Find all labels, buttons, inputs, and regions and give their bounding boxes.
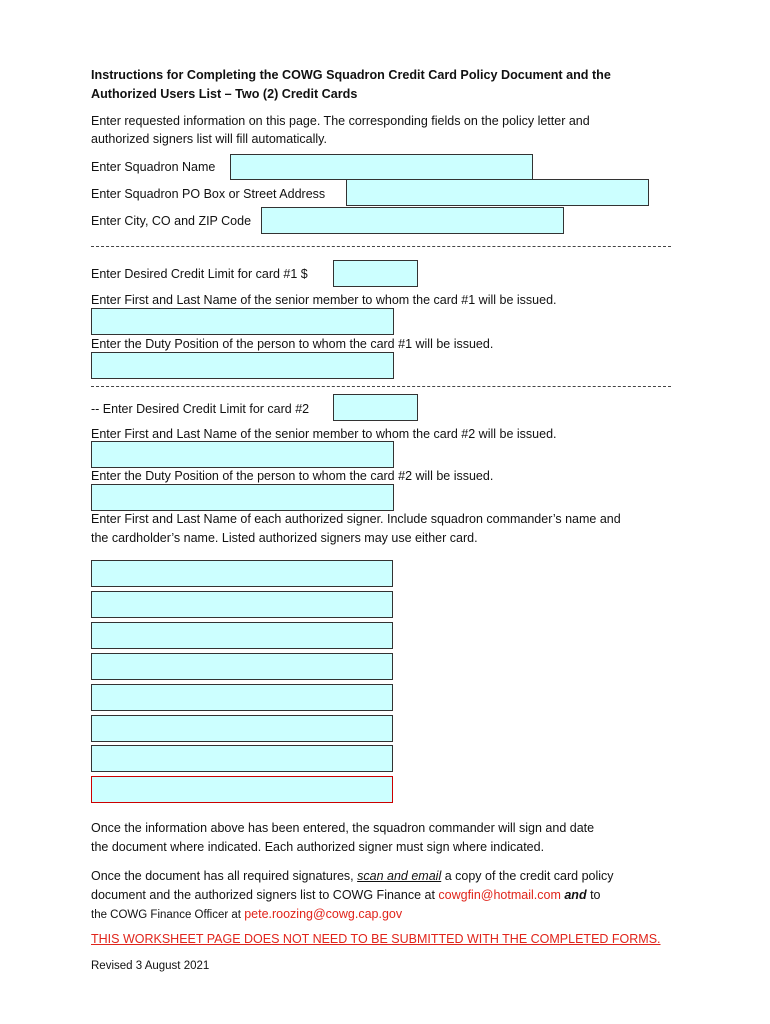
divider-2 xyxy=(91,386,671,387)
card1-limit-field[interactable] xyxy=(333,260,418,287)
closing2-line-2 xyxy=(91,887,601,903)
signers-instruction-line-1: Enter First and Last Name of each authorized signer. Include squadron commander’s name and xyxy=(91,512,621,526)
signer-field-7[interactable] xyxy=(91,745,393,772)
card2-name-label: Enter First and Last Name of the senior member to whom the card #2 will be issued. xyxy=(91,427,557,441)
and-text: and xyxy=(564,888,587,902)
signers-instruction-line-2: the cardholder’s name. Listed authorized signers may use either card. xyxy=(91,531,478,545)
card1-limit-label: Enter Desired Credit Limit for card #1 $ xyxy=(91,267,308,281)
closing2-pre: Once the document has all required signatures, xyxy=(91,869,358,883)
signer-field-6[interactable] xyxy=(91,715,393,742)
city-field[interactable] xyxy=(261,207,564,234)
intro-line-1: Enter requested information on this page. The corresponding fields on the policy letter and xyxy=(91,114,590,128)
signer-field-2[interactable] xyxy=(91,591,393,618)
card1-name-field[interactable] xyxy=(91,308,394,335)
card2-duty-label: Enter the Duty Position of the person to whom the card #2 will be issued. xyxy=(91,469,494,483)
card2-limit-label: -- Enter Desired Credit Limit for card #2 xyxy=(91,402,310,416)
signer-field-4[interactable] xyxy=(91,653,393,680)
card1-name-label: Enter First and Last Name of the senior member to whom the card #1 will be issued. xyxy=(91,293,557,307)
card2-duty-field[interactable] xyxy=(91,484,394,511)
city-label: Enter City, CO and ZIP Code xyxy=(91,214,252,228)
title-line-2: Authorized Users List – Two (2) Credit Cards xyxy=(91,87,358,101)
address-label: Enter Squadron PO Box or Street Address xyxy=(91,187,326,201)
signer-field-3[interactable] xyxy=(91,622,393,649)
squadron-name-label: Enter Squadron Name xyxy=(91,160,216,174)
signer-field-1[interactable] xyxy=(91,560,393,587)
finance-email-link[interactable]: cowgfin@hotmail.com xyxy=(438,888,561,902)
closing2-line2-post: to xyxy=(586,888,601,902)
divider-1 xyxy=(91,246,671,247)
closing2-mid: a copy of the credit card policy xyxy=(441,869,614,883)
title-line-1: Instructions for Completing the COWG Squadron Credit Card Policy Document and the xyxy=(91,68,611,82)
closing1-line-1: Once the information above has been entered, the squadron commander will sign and date xyxy=(91,821,595,835)
revised-date: Revised 3 August 2021 xyxy=(91,960,210,972)
signer-field-8[interactable] xyxy=(91,776,393,803)
address-field[interactable] xyxy=(346,179,649,206)
closing2-line3-pre: the COWG Finance Officer at xyxy=(91,909,245,921)
closing2-line-3 xyxy=(91,906,402,923)
card2-limit-field[interactable] xyxy=(333,394,418,421)
intro-line-2: authorized signers list will fill automatically. xyxy=(91,132,327,146)
card1-duty-label: Enter the Duty Position of the person to whom the card #1 will be issued. xyxy=(91,337,494,351)
signer-field-5[interactable] xyxy=(91,684,393,711)
squadron-name-field[interactable] xyxy=(230,154,533,180)
closing2-line-1 xyxy=(91,868,614,884)
card1-duty-field[interactable] xyxy=(91,352,394,379)
closing2-line2-pre: document and the authorized signers list to COWG Finance at xyxy=(91,888,439,902)
scan-and-email-text: scan and email xyxy=(357,869,442,883)
closing1-line-2: the document where indicated. Each authorized signer must sign where indicated. xyxy=(91,840,545,854)
card2-name-field[interactable] xyxy=(91,441,394,468)
officer-email-link[interactable]: pete.roozing@cowg.cap.gov xyxy=(244,907,403,921)
worksheet-warning: THIS WORKSHEET PAGE DOES NOT NEED TO BE SUBMITTED WITH THE COMPLETED FORMS. xyxy=(91,932,661,946)
